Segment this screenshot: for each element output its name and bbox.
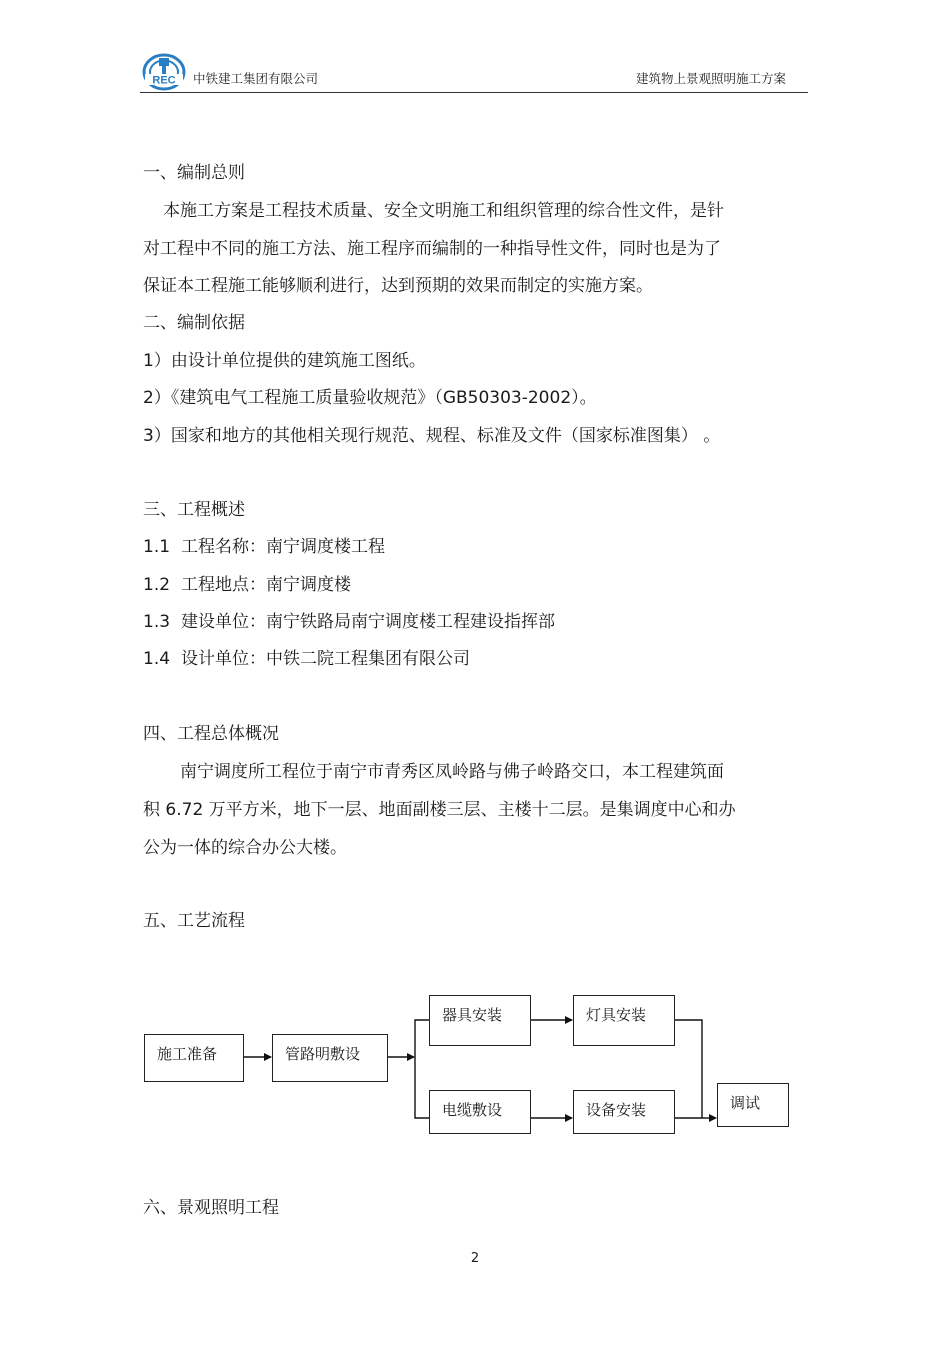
flow-step-equip: [573, 1090, 675, 1134]
company-logo: [142, 53, 186, 91]
split-connector: [415, 1020, 429, 1118]
flow-step-pipe: [272, 1034, 388, 1082]
merge-connector: [674, 1020, 702, 1118]
overview-item: [143, 537, 385, 557]
overview-item-number: 1.1: [143, 537, 171, 557]
flow-step-label: 施工准备: [157, 1045, 218, 1063]
section-6-heading: 六、景观照明工程: [143, 1198, 279, 1218]
section-1-heading: 一、编制总则: [143, 163, 245, 183]
document-title: 建筑物上景观照明施工方案: [635, 71, 786, 86]
flow-step-debug: [717, 1083, 789, 1127]
page-number: 2: [470, 1251, 480, 1266]
flow-step-label: 设备安装: [586, 1101, 647, 1119]
section-3-heading: 三、工程概述: [143, 500, 245, 520]
basis-item-3: 3）国家和地方的其他相关现行规范、规程、标准及文件（国家标准图集） 。: [143, 426, 721, 446]
section-4-line-3: 公为一体的综合办公大楼。: [143, 838, 347, 858]
section-4-line-2: 积 6.72 万平方米，地下一层、地面副楼三层、主楼十二层。是集调度中心和办: [143, 800, 736, 820]
basis-item-1: 1）由设计单位提供的建筑施工图纸。: [143, 351, 426, 371]
flow-step-fixture: [429, 995, 531, 1046]
overview-item-number: 1.4: [143, 649, 171, 669]
page-header: [140, 50, 808, 93]
flow-step-lamp: [573, 995, 675, 1046]
overview-item-number: 1.3: [143, 612, 171, 632]
overview-item-text: 建设单位：南宁铁路局南宁调度楼工程建设指挥部: [181, 612, 555, 632]
section-5-heading: 五、工艺流程: [143, 911, 245, 931]
logo-text: REC: [152, 74, 176, 87]
flow-step-cable: [429, 1090, 531, 1134]
flow-step-label: 电缆敷设: [442, 1101, 503, 1119]
overview-item-text: 设计单位：中铁二院工程集团有限公司: [181, 649, 470, 669]
flow-step-label: 管路明敷设: [285, 1045, 361, 1063]
flow-step-label: 调试: [730, 1094, 761, 1112]
overview-item-text: 工程名称：南宁调度楼工程: [181, 537, 385, 557]
basis-item-2: 2）《建筑电气工程施工质量验收规范》（GB50303-2002）。: [143, 388, 597, 408]
section-1-line-3: 保证本工程施工能够顺利进行，达到预期的效果而制定的实施方案。: [143, 276, 653, 296]
section-1-line-2: 对工程中不同的施工方法、施工程序而编制的一种指导性文件，同时也是为了: [143, 239, 721, 259]
company-name: 中铁建工集团有限公司: [193, 71, 319, 86]
overview-item: [143, 575, 351, 595]
section-2-heading: 二、编制依据: [143, 313, 245, 333]
flow-step-label: 器具安装: [442, 1006, 503, 1024]
section-4-heading: 四、工程总体概况: [143, 724, 279, 744]
overview-item: [143, 649, 470, 669]
flow-step-prep: [144, 1034, 244, 1082]
section-1-line-1: 本施工方案是工程技术质量、安全文明施工和组织管理的综合性文件，是针: [163, 201, 724, 221]
overview-item: [143, 612, 555, 632]
overview-item-text: 工程地点：南宁调度楼: [181, 575, 351, 595]
flow-step-label: 灯具安装: [586, 1006, 647, 1024]
overview-item-number: 1.2: [143, 575, 171, 595]
section-4-line-1: 南宁调度所工程位于南宁市青秀区凤岭路与佛子岭路交口，本工程建筑面: [180, 762, 724, 782]
